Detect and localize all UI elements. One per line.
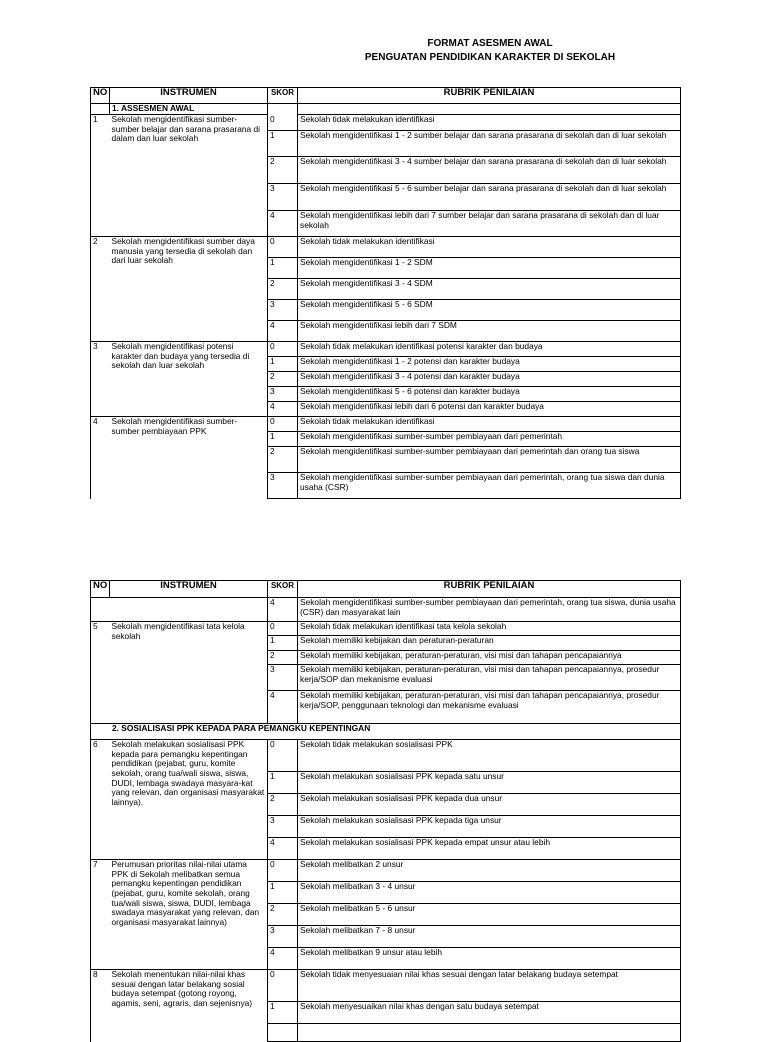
header-skor: SKOR <box>268 88 298 104</box>
score-cell: 2 <box>268 279 298 300</box>
table-row <box>91 598 681 622</box>
rubric-cell: Sekolah tidak melakukan identifikasi tata kelola sekolah <box>298 622 681 636</box>
item-instrumen: Sekolah menentukan nilai-nilai khas sesuai dengan latar belakang sosial budaya setempat (gotong royong, agamis, seni, agraris, dan sejenisnya) <box>110 970 268 1042</box>
item-number: 6 <box>91 740 110 860</box>
table-row <box>91 417 681 432</box>
item-number: 2 <box>91 237 110 342</box>
rubric-cell: Sekolah melakukan sosialisasi PPK kepada dua unsur <box>298 794 681 816</box>
score-cell: 1 <box>268 772 298 794</box>
rubric-cell: Sekolah memiliki kebijakan dan peraturan-peraturan <box>298 636 681 651</box>
rubric-cell: Sekolah mengidentifikasi sumber-sumber pembiayaan dari pemerintah, orang tua siswa dan dunia usaha (CSR) <box>298 473 681 499</box>
section-row <box>91 104 681 115</box>
item-instrumen: Sekolah mengidentifikasi potensi karakter dan budaya yang tersedia di sekolah dan luar sekolah <box>110 342 268 417</box>
score-cell: 0 <box>268 740 298 772</box>
rubric-cell: Sekolah mengidentifikasi 5 - 6 sumber belajar dan sarana prasarana di sekolah dan di luar sekolah <box>298 184 681 211</box>
score-cell: 0 <box>268 970 298 1002</box>
score-cell: 0 <box>268 622 298 636</box>
score-cell: 3 <box>268 926 298 948</box>
header-instrumen: INSTRUMEN <box>110 88 268 104</box>
item-instrumen: Sekolah melakukan sosialisasi PPK kepada para pemangku kepentingan pendidikan (pejabat, guru, komite sekolah, orang tua/wali siswa, siswa, DUDI, lembaga swadaya masyara-kat yang relevan, dan organisasi masyarakat lainnya). <box>110 740 268 860</box>
rubric-cell: Sekolah tidak melakukan identifikasi potensi karakter dan budaya <box>298 342 681 357</box>
section-title-2: 2. SOSIALISASI PPK KEPADA PARA PEMANGKU KEPENTINGAN <box>91 724 681 740</box>
assessment-table-2 <box>90 580 681 1042</box>
score-cell: 2 <box>268 651 298 665</box>
score-cell: 2 <box>268 794 298 816</box>
item-instrumen: Perumusan prioritas nilai-nilai utama PPK di Sekolah melibatkan semua pemangku kepentingan pendidikan (pejabat, guru, komite sekolah, orang tua/wali siswa, siswa, DUDI, lembaga swadaya masyarakat yang relevan, dan organisasi masyarakat lainnya) <box>110 860 268 970</box>
table-row <box>91 115 681 131</box>
rubric-cell: Sekolah melibatkan 9 unsur atau lebih <box>298 948 681 970</box>
rubric-cell: Sekolah melakukan sosialisasi PPK kepada empat unsur atau lebih <box>298 838 681 860</box>
table-row <box>91 622 681 636</box>
score-cell: 3 <box>268 816 298 838</box>
score-cell: 4 <box>268 321 298 342</box>
rubric-cell: Sekolah memiliki kebijakan, peraturan-peraturan, visi misi dan tahapan pencapaiannya, prosedur kerja/SOP, penggunaan teknologi dan mekanisme evaluasi <box>298 691 681 724</box>
rubric-cell: Sekolah memiliki kebijakan, peraturan-peraturan, visi misi dan tahapan pencapaiannya <box>298 651 681 665</box>
score-cell: 0 <box>268 417 298 432</box>
rubric-cell: Sekolah tidak melakukan identifikasi <box>298 237 681 258</box>
score-cell: 2 <box>268 372 298 387</box>
rubric-cell: Sekolah mengidentifikasi sumber-sumber pembiayaan dari pemerintah <box>298 432 681 447</box>
rubric-cell: Sekolah mengidentifikasi 1 - 2 SDM <box>298 258 681 279</box>
item-instrumen: Sekolah mengidentifikasi tata kelola sekolah <box>110 622 268 724</box>
rubric-cell: Sekolah melibatkan 7 - 8 unsur <box>298 926 681 948</box>
rubric-cell: Sekolah mengidentifikasi 5 - 6 potensi dan karakter budaya <box>298 387 681 402</box>
header-rubrik: RUBRIK PENILAIAN <box>298 88 681 104</box>
item-instrumen: Sekolah mengidentifikasi sumber-sumber belajar dan sarana prasarana di dalam dan luar sekolah <box>110 115 268 237</box>
score-cell: 3 <box>268 184 298 211</box>
score-cell: 1 <box>268 1002 298 1024</box>
item-instrumen: Sekolah mengidentifikasi sumber daya manusia yang tersedia di sekolah dan dari luar sekolah <box>110 237 268 342</box>
score-cell: 2 <box>268 157 298 184</box>
score-cell: 3 <box>268 473 298 499</box>
rubric-cell: Sekolah mengidentifikasi lebih dari 7 sumber belajar dan sarana prasarana di sekolah dan di luar sekolah <box>298 211 681 237</box>
score-cell: 1 <box>268 131 298 157</box>
score-cell: 3 <box>268 300 298 321</box>
score-cell: 0 <box>268 237 298 258</box>
rubric-cell: Sekolah tidak melakukan sosialisasi PPK <box>298 740 681 772</box>
rubric-cell: Sekolah melibatkan 2 unsur <box>298 860 681 882</box>
score-cell: 1 <box>268 882 298 904</box>
score-cell: 1 <box>268 258 298 279</box>
item-instrumen: Sekolah mengidentifikasi sumber-sumber pembiayaan PPK <box>110 417 268 499</box>
score-cell: 1 <box>268 636 298 651</box>
table-row <box>91 860 681 882</box>
rubric-cell: Sekolah mengidentifikasi 3 - 4 potensi dan karakter budaya <box>298 372 681 387</box>
score-cell: 1 <box>268 357 298 372</box>
item-number: 4 <box>91 417 110 499</box>
score-cell: 4 <box>268 691 298 724</box>
score-cell: 0 <box>268 115 298 131</box>
assessment-table-1 <box>90 87 681 499</box>
rubric-cell: Sekolah mengidentifikasi lebih dari 7 SDM <box>298 321 681 342</box>
header-no: NO <box>91 581 110 598</box>
rubric-cell: Sekolah mengidentifikasi 3 - 4 SDM <box>298 279 681 300</box>
table-row <box>91 740 681 772</box>
header-instrumen: INSTRUMEN <box>110 581 268 598</box>
score-cell: 4 <box>268 838 298 860</box>
item-number: 1 <box>91 115 110 237</box>
rubric-cell: Sekolah mengidentifikasi 1 - 2 potensi dan karakter budaya <box>298 357 681 372</box>
item-number: 8 <box>91 970 110 1042</box>
section-title-1: 1. ASSESMEN AWAL <box>110 104 268 115</box>
rubric-cell: Sekolah memiliki kebijakan, peraturan-peraturan, visi misi dan tahapan pencapaiannya, prosedur kerja/SOP dan mekanisme evaluasi <box>298 665 681 691</box>
rubric-cell: Sekolah mengidentifikasi 5 - 6 SDM <box>298 300 681 321</box>
rubric-cell: Sekolah melakukan sosialisasi PPK kepada satu unsur <box>298 772 681 794</box>
score-cell: 0 <box>268 860 298 882</box>
rubric-cell: Sekolah mengidentifikasi sumber-sumber pembiayaan dari pemerintah dan orang tua siswa <box>298 447 681 473</box>
item-number: 5 <box>91 622 110 724</box>
table-header-row <box>91 88 681 104</box>
rubric-cell: Sekolah melakukan sosialisasi PPK kepada tiga unsur <box>298 816 681 838</box>
score-cell: 3 <box>268 665 298 691</box>
table-header-row <box>91 581 681 598</box>
score-cell: 4 <box>268 948 298 970</box>
rubric-cell: Sekolah tidak melakukan identifikasi <box>298 115 681 131</box>
header-skor: SKOR <box>268 581 298 598</box>
rubric-cell <box>298 1024 681 1042</box>
header-rubrik: RUBRIK PENILAIAN <box>298 581 681 598</box>
score-cell: 1 <box>268 432 298 447</box>
score-cell <box>268 1024 298 1042</box>
score-cell: 4 <box>268 402 298 417</box>
rubric-cell: Sekolah melibatkan 5 - 6 unsur <box>298 904 681 926</box>
table-row <box>91 237 681 258</box>
table-row <box>91 342 681 357</box>
rubric-cell: Sekolah tidak menyesuaian nilai khas sesuai dengan latar belakang budaya setempat <box>298 970 681 1002</box>
item-number: 7 <box>91 860 110 970</box>
score-cell: 4 <box>268 211 298 237</box>
rubric-cell: Sekolah tidak melakukan identifikasi <box>298 417 681 432</box>
rubric-cell: Sekolah mengidentifikasi 1 - 2 sumber belajar dan sarana prasarana di sekolah dan di luar sekolah <box>298 131 681 157</box>
rubric-cell: Sekolah menyesuaikan nilai khas dengan satu budaya setempat <box>298 1002 681 1024</box>
score-cell: 3 <box>268 387 298 402</box>
score-cell: 4 <box>268 598 298 622</box>
rubric-cell: Sekolah mengidentifikasi sumber-sumber pembiayaan dari pemerintah, orang tua siswa, dunia usaha (CSR) dan masyarakat lain <box>298 598 681 622</box>
score-cell: 0 <box>268 342 298 357</box>
header-no: NO <box>91 88 110 104</box>
rubric-cell: Sekolah melibatkan 3 - 4 unsur <box>298 882 681 904</box>
item-number: 3 <box>91 342 110 417</box>
rubric-cell: Sekolah mengidentifikasi lebih dari 6 potensi dan karakter budaya <box>298 402 681 417</box>
rubric-cell: Sekolah mengidentifikasi 3 - 4 sumber belajar dan sarana prasarana di sekolah dan di luar sekolah <box>298 157 681 184</box>
section-row <box>91 724 681 740</box>
document-subtitle: PENGUATAN PENDIDIKAN KARAKTER DI SEKOLAH <box>364 52 616 63</box>
score-cell: 2 <box>268 447 298 473</box>
table-row <box>91 970 681 1002</box>
score-cell: 2 <box>268 904 298 926</box>
document-title: FORMAT ASESMEN AWAL <box>427 38 553 49</box>
